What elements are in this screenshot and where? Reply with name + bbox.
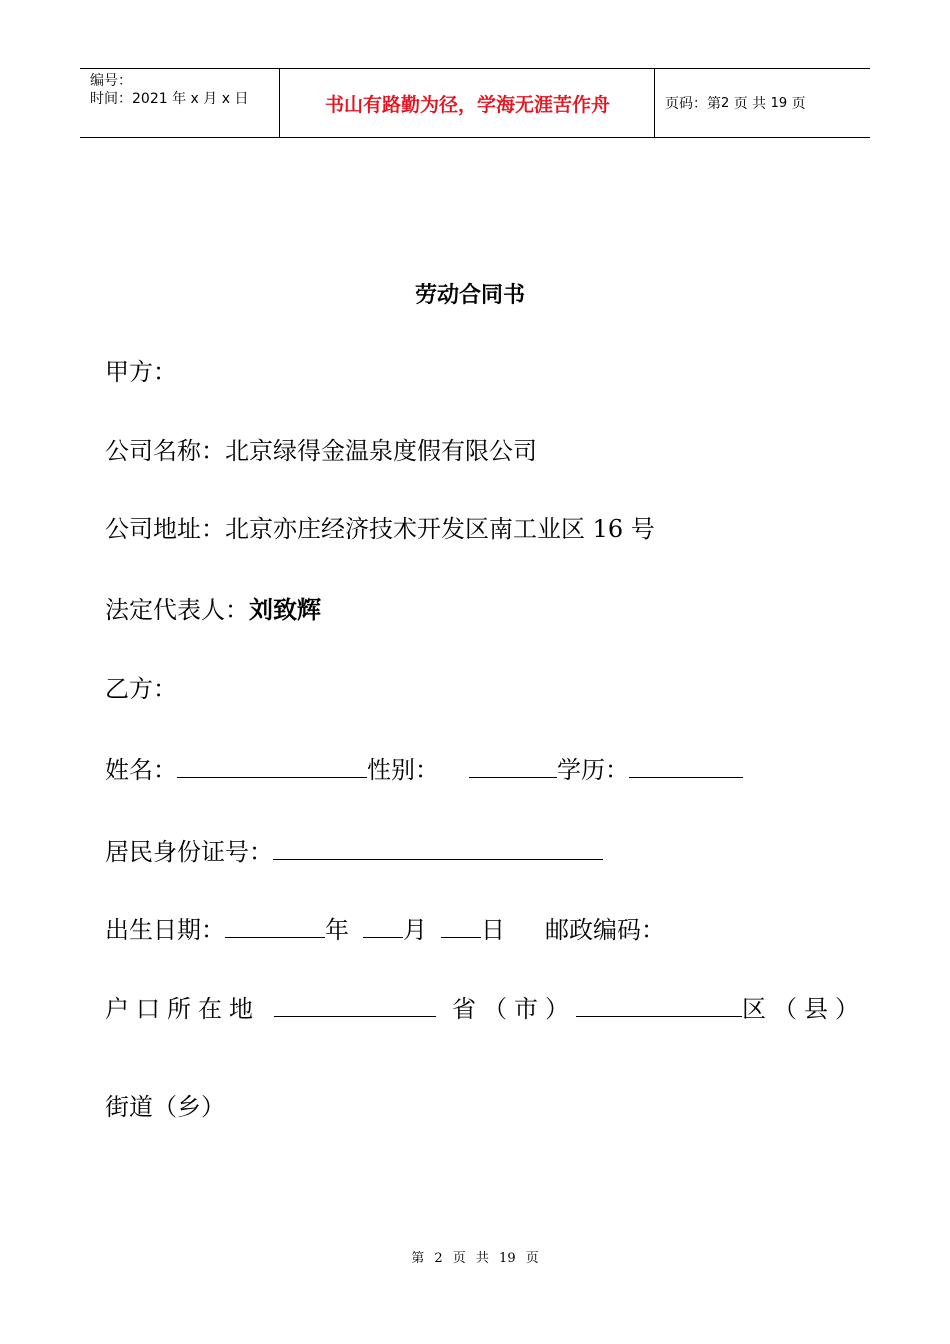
header-page-info [655, 69, 870, 137]
birth-month-blank[interactable] [363, 913, 403, 938]
gender-blank[interactable] [469, 753, 557, 778]
legal-rep-value: 刘致辉 [249, 596, 321, 624]
education-label: 学历： [557, 756, 629, 784]
month-label: 月 [403, 916, 427, 944]
company-name-row [105, 436, 537, 466]
birth-date-label: 出生日期： [105, 916, 225, 944]
document-time-label: 时间：2021 年 x 月 x 日 [90, 91, 249, 107]
document-title: 劳动合同书 [414, 283, 525, 308]
birth-day-blank[interactable] [441, 913, 481, 938]
day-label: 日 [481, 916, 505, 944]
company-address-label: 公司地址： [105, 515, 225, 543]
company-address-value: 北京亦庄经济技术开发区南工业区 16 号 [225, 515, 655, 543]
name-gender-education-row [105, 753, 743, 785]
page-total: 19 [770, 95, 788, 111]
page-header [80, 68, 870, 138]
page-suffix: 页 [791, 96, 806, 112]
company-name-label: 公司名称： [105, 437, 225, 465]
page-middle: 页 共 [733, 96, 767, 112]
year-label: 年 [325, 916, 349, 944]
header-motto: 书山有路勤为径，学海无涯苦作舟 [281, 69, 655, 137]
province-label: 省（市） [452, 995, 576, 1023]
id-number-row [105, 835, 603, 867]
hukou-row [105, 992, 866, 1024]
company-address-row [105, 514, 655, 544]
legal-rep-row [105, 595, 321, 625]
id-number-blank[interactable] [273, 835, 603, 860]
education-blank[interactable] [629, 753, 743, 778]
name-label: 姓名： [105, 756, 177, 784]
hukou-province-blank[interactable] [274, 992, 436, 1017]
street-label: 街道（乡） [105, 1093, 225, 1121]
postcode-label: 邮政编码： [545, 916, 665, 944]
party-a-label: 甲方： [105, 358, 177, 386]
header-meta [80, 69, 280, 137]
hukou-district-blank[interactable] [576, 992, 742, 1017]
page-footer: 第 2 页 共 19 页 [411, 1251, 539, 1266]
party-b-label: 乙方： [105, 675, 177, 703]
legal-rep-label: 法定代表人： [105, 596, 249, 624]
page-prefix: 页码：第 [665, 96, 721, 112]
hukou-label: 户口所在地 [105, 995, 260, 1023]
id-number-label: 居民身份证号： [105, 838, 273, 866]
document-number-label: 编号： [90, 73, 132, 89]
birth-year-blank[interactable] [225, 913, 325, 938]
birth-date-row [105, 913, 665, 945]
page-current: 2 [721, 95, 730, 111]
name-blank[interactable] [177, 753, 367, 778]
company-name-value: 北京绿得金温泉度假有限公司 [225, 437, 537, 465]
gender-label: 性别： [367, 756, 439, 784]
district-label: 区（县） [742, 995, 866, 1023]
